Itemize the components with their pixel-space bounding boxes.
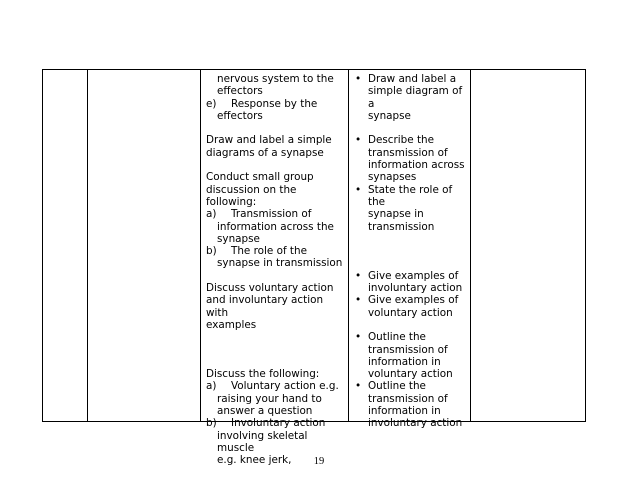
activity-line <box>206 110 346 122</box>
activity-line <box>206 73 346 98</box>
activity-text: effectors <box>217 109 263 122</box>
learning-activities-cell <box>206 73 346 467</box>
objective-line: synapses <box>368 171 417 184</box>
spacer <box>206 122 346 134</box>
spacer <box>206 159 346 171</box>
activity-line <box>206 98 346 110</box>
activity-line <box>206 430 346 455</box>
column-divider <box>87 70 88 421</box>
objectives-list <box>352 73 468 430</box>
activity-text: examples <box>206 318 257 331</box>
activity-text: Discuss the following: <box>206 368 320 381</box>
objective-item <box>352 184 468 233</box>
activity-text: synapse <box>217 232 260 245</box>
activity-line <box>206 405 346 417</box>
activity-text: Draw and label a simple <box>206 134 332 147</box>
spacer <box>206 270 346 282</box>
activity-line <box>206 319 346 331</box>
column-divider <box>348 70 349 421</box>
activity-line <box>206 294 346 319</box>
objective-line: • Outline the <box>368 380 426 393</box>
activity-text: and involuntary action with <box>206 294 324 319</box>
activity-line <box>206 233 346 245</box>
activity-text: The role of the <box>231 245 307 258</box>
column-divider <box>470 70 471 421</box>
activity-line <box>206 147 346 159</box>
objectives-cell <box>352 73 468 430</box>
activity-line <box>206 282 346 294</box>
objective-line: information across <box>368 159 465 172</box>
column-divider <box>200 70 201 421</box>
objective-item <box>352 134 468 183</box>
objective-line: synapse <box>368 109 411 122</box>
activity-text: Response by the <box>231 97 318 110</box>
activity-line <box>206 245 346 257</box>
spacer <box>352 122 468 134</box>
spacer <box>206 356 346 368</box>
activity-text: discussion on the following: <box>206 183 297 208</box>
spacer <box>352 319 468 331</box>
activity-line <box>206 184 346 209</box>
objective-line: • Outline the <box>368 331 426 344</box>
activity-list-marker: a) <box>206 208 217 221</box>
page-number: 19 <box>313 456 325 467</box>
objective-line: voluntary action <box>368 306 453 319</box>
activity-text: e.g. knee jerk, <box>217 454 292 467</box>
activity-line <box>206 221 346 233</box>
activity-line <box>206 208 346 220</box>
activity-line <box>206 380 346 392</box>
objective-line: • State the role of the <box>368 183 453 208</box>
objective-item <box>352 73 468 122</box>
objective-line: transmission of <box>368 392 448 405</box>
activity-text: answer a question <box>217 405 313 418</box>
objective-line: involuntary action <box>368 417 463 430</box>
activity-line <box>206 368 346 380</box>
activity-line <box>206 134 346 146</box>
spacer <box>352 233 468 245</box>
objective-line: transmission of <box>368 146 448 159</box>
activity-text: information across the <box>217 220 334 233</box>
objective-line: synapse in <box>368 208 424 221</box>
activity-list-marker: e) <box>206 97 217 110</box>
objective-item <box>352 380 468 429</box>
objective-line: information in <box>368 405 441 418</box>
objective-line: • Give examples of <box>368 294 459 307</box>
activity-text: Voluntary action e.g. <box>231 380 339 393</box>
activity-list-marker: a) <box>206 380 217 393</box>
activity-text: nervous system to the effectors <box>217 73 334 98</box>
activity-text: diagrams of a synapse <box>206 146 324 159</box>
activity-list-marker: b) <box>206 245 217 258</box>
objective-line: • Give examples of <box>368 269 459 282</box>
activity-line <box>206 171 346 183</box>
objective-item <box>352 270 468 295</box>
objective-line: • Describe the <box>368 134 435 147</box>
spacer <box>206 344 346 356</box>
activity-text: Discuss voluntary action <box>206 282 334 295</box>
activity-line <box>206 417 346 429</box>
activity-text: Transmission of <box>231 208 312 221</box>
objective-line: transmission <box>368 220 435 233</box>
objective-line: information in <box>368 355 441 368</box>
spacer <box>206 331 346 343</box>
activity-line <box>206 257 346 269</box>
objective-line: transmission of <box>368 343 448 356</box>
activity-list-marker: b) <box>206 417 217 430</box>
objective-line: • Draw and label a <box>368 73 457 85</box>
activity-text: involving skeletal muscle <box>217 429 308 454</box>
objective-line: simple diagram of a <box>368 85 463 110</box>
objective-item <box>352 294 468 319</box>
objective-line: involuntary action <box>368 282 463 295</box>
objective-item <box>352 331 468 380</box>
activity-text: Involuntary action <box>231 417 326 430</box>
objective-line: voluntary action <box>368 368 453 381</box>
spacer <box>352 257 468 269</box>
activity-line <box>206 393 346 405</box>
activity-text: synapse in transmission <box>217 257 343 270</box>
activity-text: Conduct small group <box>206 171 314 184</box>
spacer <box>352 245 468 257</box>
activity-text: raising your hand to <box>217 392 322 405</box>
